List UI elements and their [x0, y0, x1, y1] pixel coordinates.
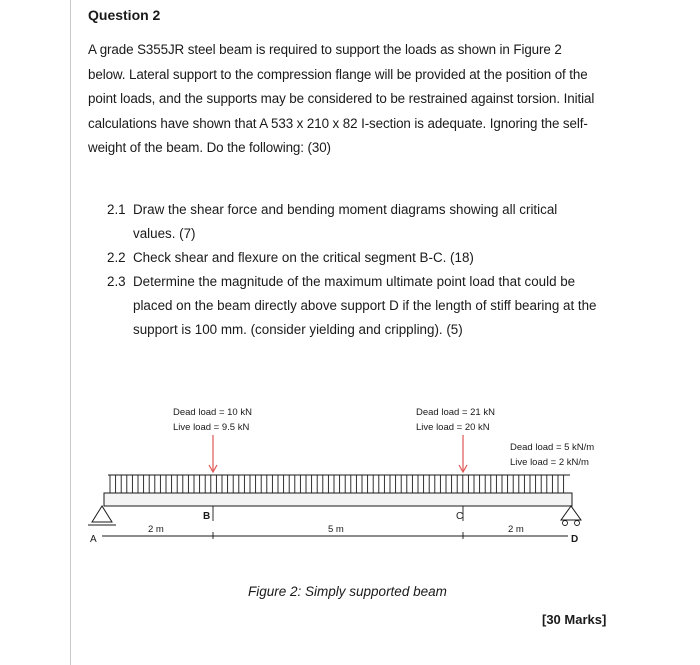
beam — [104, 493, 572, 506]
task-text: Draw the shear force and bending moment diagrams showing all critical — [133, 202, 558, 217]
intro-line: A grade S355JR steel beam is required to support the loads as shown in Figure 2 — [88, 42, 562, 57]
task-text: Determine the magnitude of the maximum ultimate point load that could be — [133, 274, 576, 289]
point-load-b-arrow — [209, 435, 217, 472]
task-text: Check shear and flexure on the critical segment B-C. (18) — [133, 250, 474, 265]
question-title: Question 2 — [88, 7, 161, 23]
distributed-load — [108, 475, 570, 493]
point-b-label: B — [203, 511, 211, 522]
load-c-live: Live load = 20 kN — [416, 422, 490, 433]
task-number: 2.1 — [107, 202, 126, 217]
load-b-live: Live load = 9.5 kN — [173, 422, 250, 433]
load-c-dead: Dead load = 21 kN — [416, 407, 495, 418]
point-d-label: D — [571, 534, 579, 545]
load-b-dead: Dead load = 10 kN — [173, 407, 252, 418]
span-cd-label: 2 m — [508, 524, 524, 535]
total-marks: [30 Marks] — [542, 612, 607, 627]
intro-line: point loads, and the supports may be considered to be restrained against torsion. Initial — [88, 91, 595, 106]
beam-diagram — [88, 395, 618, 555]
task-text: placed on the beam directly above support D if the length of stiff bearing at the — [133, 298, 597, 313]
intro-line: below. Lateral support to the compression flange will be provided at the position of the — [88, 66, 588, 82]
pin-support-a — [88, 506, 116, 525]
beam-figure — [88, 395, 618, 560]
task-number: 2.2 — [107, 250, 126, 265]
task-item — [107, 198, 617, 246]
intro-line: weight of the beam. Do the following: (30) — [88, 140, 331, 155]
task-number: 2.3 — [107, 274, 126, 289]
point-c-label: C — [456, 511, 464, 522]
task-item — [107, 270, 617, 342]
udl-live: Live load = 2 kN/m — [510, 457, 589, 468]
point-a-label: A — [90, 534, 97, 545]
question-intro — [88, 38, 618, 161]
span-bc-label: 5 m — [328, 524, 344, 535]
udl-dead: Dead load = 5 kN/m — [510, 442, 595, 453]
point-load-c-arrow — [459, 435, 467, 472]
roller-support-d — [561, 506, 581, 526]
intro-line: calculations have shown that A 533 x 210 x 82 I-section is adequate. Ignoring the self- — [88, 115, 588, 131]
task-text: support is 100 mm. (consider yielding and crippling). (5) — [133, 322, 463, 337]
task-item — [107, 246, 617, 270]
task-list — [107, 198, 617, 342]
span-ab-label: 2 m — [148, 524, 164, 535]
figure-caption: Figure 2: Simply supported beam — [248, 584, 447, 599]
task-text: values. (7) — [133, 226, 196, 241]
